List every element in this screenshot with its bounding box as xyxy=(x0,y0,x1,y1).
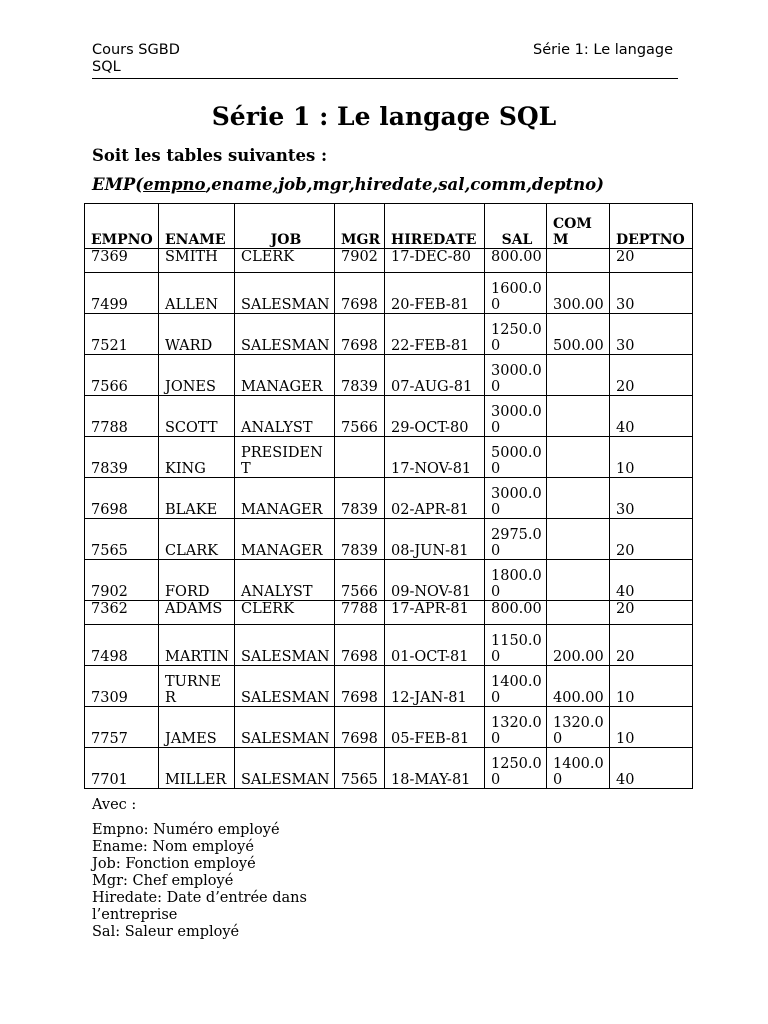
table-cell: MANAGER xyxy=(235,355,335,396)
emp-schema xyxy=(92,174,604,196)
table-cell: 02-APR-81 xyxy=(385,478,485,519)
table-cell: 200.00 xyxy=(547,625,610,666)
table-cell: 09-NOV-81 xyxy=(385,560,485,601)
table-cell: 1400.00 xyxy=(485,666,547,707)
column-header: HIREDATE xyxy=(385,204,485,249)
table-cell: TURNER xyxy=(159,666,235,707)
page-title: Série 1 : Le langage SQL xyxy=(211,102,557,131)
definition-item: Ename: Nom employé xyxy=(92,839,254,855)
header-course: Cours SGBD SQL xyxy=(92,42,180,75)
table-cell: 40 xyxy=(610,560,693,601)
definition-item: Empno: Numéro employé xyxy=(92,822,280,838)
table-cell: 7757 xyxy=(85,707,159,748)
table-cell: JAMES xyxy=(159,707,235,748)
table-cell: 7839 xyxy=(335,355,385,396)
table-cell: SALESMAN xyxy=(235,273,335,314)
column-header: JOB xyxy=(235,204,335,249)
table-cell: ALLEN xyxy=(159,273,235,314)
table-cell: 1320.00 xyxy=(547,707,610,748)
table-cell: 18-MAY-81 xyxy=(385,748,485,789)
table-cell: 10 xyxy=(610,437,693,478)
table-cell: 17-DEC-80 xyxy=(385,249,485,273)
table-row xyxy=(85,560,693,601)
column-header: DEPTNO xyxy=(610,204,693,249)
table-cell: 7521 xyxy=(85,314,159,355)
table-cell: SALESMAN xyxy=(235,625,335,666)
table-cell xyxy=(547,249,610,273)
table-cell: 22-FEB-81 xyxy=(385,314,485,355)
table-cell: 2975.00 xyxy=(485,519,547,560)
table-cell: 30 xyxy=(610,314,693,355)
table-cell: CLARK xyxy=(159,519,235,560)
table-cell: 17-NOV-81 xyxy=(385,437,485,478)
table-cell: 7839 xyxy=(335,519,385,560)
emp-table xyxy=(84,203,693,789)
table-cell: 7369 xyxy=(85,249,159,273)
table-cell: 20 xyxy=(610,519,693,560)
definition-item: Sal: Saleur employé xyxy=(92,924,240,940)
table-cell: 7566 xyxy=(85,355,159,396)
table-cell: 7839 xyxy=(335,478,385,519)
header-series: Série 1: Le langage xyxy=(533,42,674,58)
table-row xyxy=(85,249,693,273)
table-cell: SALESMAN xyxy=(235,748,335,789)
table-row xyxy=(85,748,693,789)
table-cell: 300.00 xyxy=(547,273,610,314)
table-cell: 7498 xyxy=(85,625,159,666)
table-cell: 400.00 xyxy=(547,666,610,707)
table-cell: 7698 xyxy=(335,273,385,314)
table-cell xyxy=(547,355,610,396)
table-cell: 20 xyxy=(610,355,693,396)
table-cell: 1800.00 xyxy=(485,560,547,601)
table-cell: 800.00 xyxy=(485,249,547,273)
table-cell: SALESMAN xyxy=(235,314,335,355)
table-cell: 40 xyxy=(610,396,693,437)
table-cell: CLERK xyxy=(235,601,335,625)
table-cell: 7698 xyxy=(335,625,385,666)
column-header: EMPNO xyxy=(85,204,159,249)
table-cell: 3000.00 xyxy=(485,478,547,519)
table-cell: SMITH xyxy=(159,249,235,273)
table-cell: 01-OCT-81 xyxy=(385,625,485,666)
table-cell: 500.00 xyxy=(547,314,610,355)
table-cell: 7362 xyxy=(85,601,159,625)
table-cell: 7839 xyxy=(85,437,159,478)
table-cell: 05-FEB-81 xyxy=(385,707,485,748)
table-cell: SALESMAN xyxy=(235,707,335,748)
table-cell: 10 xyxy=(610,666,693,707)
table-row xyxy=(85,396,693,437)
table-cell: MILLER xyxy=(159,748,235,789)
definitions-section xyxy=(92,797,322,941)
table-cell: 7698 xyxy=(335,314,385,355)
table-cell: 1320.00 xyxy=(485,707,547,748)
table-cell: 7566 xyxy=(335,560,385,601)
table-cell xyxy=(547,478,610,519)
table-cell: 1150.00 xyxy=(485,625,547,666)
table-cell: 1600.00 xyxy=(485,273,547,314)
table-row xyxy=(85,273,693,314)
table-cell: 17-APR-81 xyxy=(385,601,485,625)
table-cell xyxy=(547,519,610,560)
table-cell: 08-JUN-81 xyxy=(385,519,485,560)
table-cell: PRESIDENT xyxy=(235,437,335,478)
table-cell: 7565 xyxy=(335,748,385,789)
table-cell: 07-AUG-81 xyxy=(385,355,485,396)
table-cell: 7698 xyxy=(335,707,385,748)
table-cell: 30 xyxy=(610,478,693,519)
table-cell: FORD xyxy=(159,560,235,601)
table-cell: 40 xyxy=(610,748,693,789)
table-cell: 7902 xyxy=(335,249,385,273)
table-row xyxy=(85,519,693,560)
table-cell: 7566 xyxy=(335,396,385,437)
column-header: COMM xyxy=(547,204,610,249)
table-cell: ADAMS xyxy=(159,601,235,625)
table-cell: ANALYST xyxy=(235,560,335,601)
table-cell: BLAKE xyxy=(159,478,235,519)
table-row xyxy=(85,666,693,707)
table-cell: 800.00 xyxy=(485,601,547,625)
table-cell: 7565 xyxy=(85,519,159,560)
table-cell: 3000.00 xyxy=(485,355,547,396)
table-cell: 1400.00 xyxy=(547,748,610,789)
table-cell: 1250.00 xyxy=(485,314,547,355)
column-header: MGR xyxy=(335,204,385,249)
schema-table-name: EMP( xyxy=(92,175,144,194)
table-cell: 12-JAN-81 xyxy=(385,666,485,707)
schema-columns: ,ename,job,mgr,hiredate,sal,comm,deptno) xyxy=(205,175,604,194)
table-cell: 20 xyxy=(610,625,693,666)
table-cell: 7698 xyxy=(85,478,159,519)
table-cell xyxy=(547,560,610,601)
table-cell xyxy=(335,437,385,478)
table-cell: WARD xyxy=(159,314,235,355)
table-cell: 20 xyxy=(610,601,693,625)
table-cell: 7698 xyxy=(335,666,385,707)
table-cell: JONES xyxy=(159,355,235,396)
table-header-row xyxy=(85,204,693,249)
table-cell: SCOTT xyxy=(159,396,235,437)
table-cell: 10 xyxy=(610,707,693,748)
table-row xyxy=(85,707,693,748)
table-row xyxy=(85,314,693,355)
table-cell: 7309 xyxy=(85,666,159,707)
table-cell: MANAGER xyxy=(235,519,335,560)
definition-item: Hiredate: Date d’entrée dans l’entreprise xyxy=(92,890,307,923)
table-row xyxy=(85,601,693,625)
table-cell: 7902 xyxy=(85,560,159,601)
definition-item: Mgr: Chef employé xyxy=(92,873,234,889)
table-cell: CLERK xyxy=(235,249,335,273)
table-cell xyxy=(547,437,610,478)
table-cell: ANALYST xyxy=(235,396,335,437)
table-cell: 7788 xyxy=(335,601,385,625)
table-cell: 7788 xyxy=(85,396,159,437)
table-cell: MARTIN xyxy=(159,625,235,666)
schema-primary-key: empno xyxy=(143,175,206,194)
table-cell: MANAGER xyxy=(235,478,335,519)
table-cell: 7499 xyxy=(85,273,159,314)
table-cell: 1250.00 xyxy=(485,748,547,789)
table-cell: KING xyxy=(159,437,235,478)
header-divider xyxy=(92,78,678,79)
table-cell: 30 xyxy=(610,273,693,314)
definition-item: Job: Fonction employé xyxy=(92,856,256,872)
intro-text: Soit les tables suivantes : xyxy=(92,146,328,165)
table-cell xyxy=(547,396,610,437)
table-cell: 3000.00 xyxy=(485,396,547,437)
table-row xyxy=(85,625,693,666)
column-header: ENAME xyxy=(159,204,235,249)
table-row xyxy=(85,478,693,519)
table-row xyxy=(85,355,693,396)
table-cell: 5000.00 xyxy=(485,437,547,478)
table-cell: SALESMAN xyxy=(235,666,335,707)
definitions-intro: Avec : xyxy=(92,797,137,813)
table-cell xyxy=(547,601,610,625)
column-header: SAL xyxy=(485,204,547,249)
table-cell: 20 xyxy=(610,249,693,273)
table-row xyxy=(85,437,693,478)
table-cell: 20-FEB-81 xyxy=(385,273,485,314)
table-cell: 29-OCT-80 xyxy=(385,396,485,437)
table-cell: 7701 xyxy=(85,748,159,789)
